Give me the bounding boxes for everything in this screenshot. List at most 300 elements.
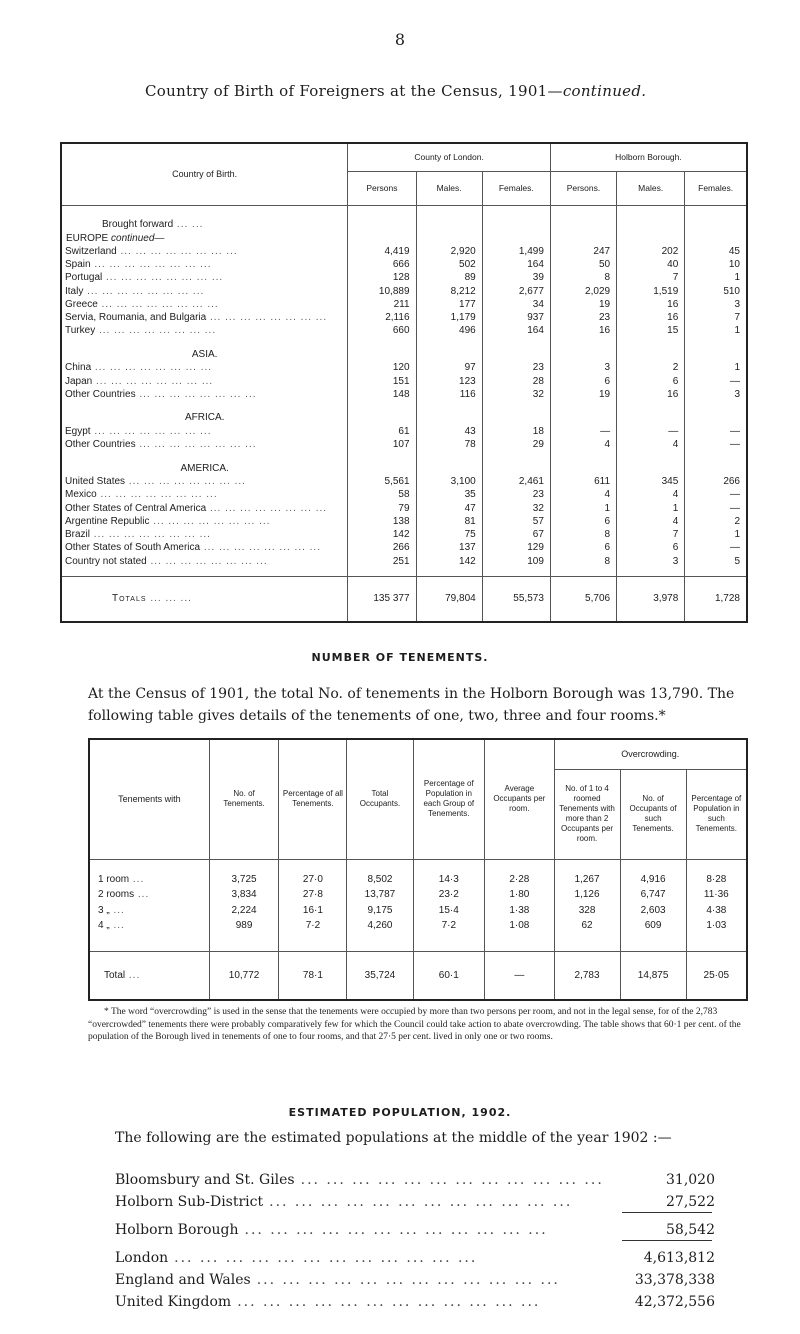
country-name [61,362,348,375]
col-header: Females. [685,171,747,205]
empty-cell [485,859,554,872]
oc-pct-header: Percentage of Population in such Tenements. [686,769,747,859]
empty-cell [482,452,550,476]
cell-value: 78 [416,439,482,452]
cell-value: 23 [550,312,616,325]
table-row [89,887,747,902]
cell-value: 109 [482,555,550,568]
total-value: 3,978 [617,577,685,623]
country-name [61,555,348,568]
africa-heading-label [61,402,348,426]
country-label: Argentine Republic [65,515,150,527]
cell-value: 2,116 [348,312,416,325]
oc-tenements-header: No. of 1 to 4 roomed Tenements with more than 2 Occupants per room. [554,769,620,859]
cell-value: 4 [617,515,685,528]
leader-dots: ... ... ... ... ... ... ... ... [146,555,268,567]
cell-value: 9,175 [347,903,413,918]
cell-value: 1·03 [686,918,747,933]
tenements-table-body [89,859,747,1000]
empty-cell [550,338,616,362]
cell-value: 6 [617,542,685,555]
population-value: 58,542 [666,1222,715,1238]
cell-value: 1 [550,502,616,515]
empty-cell [485,933,554,951]
country-of-birth-table [60,142,748,623]
col-header: Persons [348,171,416,205]
cell-value: 10,889 [348,285,416,298]
cell-value: 15 [617,325,685,338]
empty-cell [617,232,685,245]
table-row [61,529,747,542]
cell-value: 23 [482,489,550,502]
cell-value: 89 [416,272,482,285]
table-row [61,555,747,568]
cell-value: — [617,425,685,438]
leader-dots: ... ... ... ... ... ... ... ... [206,502,328,514]
cell-value: 202 [617,245,685,258]
country-name [61,325,348,338]
population-value: 42,372,556 [634,1294,715,1310]
asia-heading-label [61,338,348,362]
leader-dots: ... ... ... ... ... ... ... ... [90,259,212,271]
table-row [61,362,747,375]
cell-value: 666 [348,259,416,272]
leader-dots: ... ... ... ... ... ... ... ... [96,489,218,501]
cell-value: 120 [348,362,416,375]
empty-cell [347,859,413,872]
empty-cell [89,933,209,951]
country-name [61,542,348,555]
cell-value: 7·2 [279,918,347,933]
total-value: 135 377 [348,577,416,623]
cell-value: 3 [550,362,616,375]
total-value: 5,706 [550,577,616,623]
asia-heading-text: ASIA. [191,348,218,360]
title-text: Country of Birth of Foreigners at the Census, 1901— [145,82,563,100]
population-row [115,1294,715,1316]
brought-forward-row [61,219,747,232]
empty-cell [554,859,620,872]
empty-cell [550,452,616,476]
sum-rule [622,1212,712,1213]
africa-heading-text: AFRICA. [184,412,225,424]
empty-cell [348,338,416,362]
population-value: 4,613,812 [643,1250,715,1266]
total-label [89,951,209,1000]
row-label [89,918,209,933]
footnote: * The word “overcrowding” is used in the sense that the tenements were occupied by more than two persons per room, and not in the legal sense, for of the 2,783 “overcrowded” tenements there were probably comparatively few for which the Council could take action to abate overcrowding. The table shows that 60·1 per cent. of the population of the Borough lived in tenements of one to four rooms, and that 27·5 per cent. lived in only one or two rooms. [88,1007,741,1042]
cell-value: 6 [550,542,616,555]
avg-occupants-header: Average Occupants per room. [485,739,554,859]
empty-cell [617,205,685,219]
table-row [61,542,747,555]
cell-value: 1,499 [482,245,550,258]
cell-value: 6 [550,515,616,528]
cell-value: 8 [550,272,616,285]
cell-value: 34 [482,298,550,311]
cell-value: 1 [685,325,747,338]
total-label-text: Total [104,969,126,981]
cell-value: 3,725 [209,872,279,887]
empty-cell [61,205,348,219]
cell-value: 4 [550,489,616,502]
empty-cell [209,859,279,872]
table-row [61,515,747,528]
country-name [61,529,348,542]
cell-value: 116 [416,388,482,401]
row-label-text: 1 room [98,874,130,885]
country-label: Greece [65,298,98,310]
empty-cell [550,219,616,232]
empty-cell [89,859,209,872]
empty-cell [617,219,685,232]
spacer-row [89,933,747,951]
cell-value: — [685,542,747,555]
cell-value: 57 [482,515,550,528]
total-value: 1,728 [685,577,747,623]
country-name [61,259,348,272]
cell-value: 27·8 [279,887,347,902]
row-label-text: 3 „ [98,904,110,916]
cell-value: 1·08 [485,918,554,933]
cell-value: — [685,439,747,452]
country-label: Portugal [65,272,103,284]
total-value: — [485,951,554,1000]
empty-cell [685,452,747,476]
cell-value: 11·36 [686,887,747,902]
cell-value: 7 [617,272,685,285]
sum-rule [622,1240,712,1241]
cell-value: 4 [617,439,685,452]
cell-value: 2 [685,515,747,528]
total-value: 78·1 [279,951,347,1000]
table-row [61,439,747,452]
empty-cell [685,402,747,426]
empty-cell [550,232,616,245]
cell-value: — [685,375,747,388]
leader-dots: ... ... ... ... ... ... ... ... [90,529,211,541]
cell-value: 1·80 [485,887,554,902]
empty-cell [209,933,279,951]
country-label: Brazil [65,529,91,541]
cell-value: 47 [416,502,482,515]
empty-cell [416,452,482,476]
cell-value: 6 [550,375,616,388]
empty-cell [279,933,347,951]
cell-value: 148 [348,388,416,401]
cell-value: 23·2 [413,887,485,902]
country-name [61,439,348,452]
leader-dots: ... ... ... ... ... ... ... ... ... ... ... ... [300,1172,604,1188]
leader-dots: ... [125,969,141,981]
total-value: 25·05 [686,951,747,1000]
country-label: Other States of South America [65,542,201,554]
country-label: China [65,362,92,374]
empty-cell [416,402,482,426]
cell-value: 8 [550,555,616,568]
cell-value: 50 [550,259,616,272]
country-name [61,312,348,325]
total-value: 2,783 [554,951,620,1000]
cell-value: — [550,425,616,438]
leader-dots: ... [109,920,125,932]
population-value: 27,522 [666,1194,715,1210]
leader-dots: ... [129,874,145,885]
no-tenements-header: No. of Tenements. [209,739,279,859]
leader-dots: ... ... ... ... ... ... ... ... [95,325,217,337]
cell-value: 19 [550,298,616,311]
country-name [61,489,348,502]
cell-value: 328 [554,903,620,918]
table-row [61,272,747,285]
cell-value: 97 [416,362,482,375]
page-number: 8 [394,30,406,49]
leader-dots: ... ... ... ... ... ... ... ... [206,312,328,323]
country-name [61,515,348,528]
empty-cell [416,205,482,219]
empty-cell [416,219,482,232]
leader-dots: ... [109,904,125,916]
cell-value: 4,419 [348,245,416,258]
cell-value: 6,747 [620,887,686,902]
cell-value: 2 [617,362,685,375]
pct-all-header: Percentage of all Tenements. [279,739,347,859]
leader-dots: ... ... ... ... ... ... ... ... [83,285,205,297]
cell-value: 35 [416,489,482,502]
cell-value: 62 [554,918,620,933]
leader-dots: ... ... ... [146,592,192,604]
cell-value: 10 [685,259,747,272]
cell-value: 32 [482,502,550,515]
cell-value: 211 [348,298,416,311]
cell-value: 2,677 [482,285,550,298]
total-value: 55,573 [482,577,550,623]
table-row [61,312,747,325]
country-name [61,425,348,438]
cell-value: 81 [416,515,482,528]
country-col-header: Country of Birth. [61,143,348,205]
cell-value: 5 [685,555,747,568]
empty-cell [482,205,550,219]
cell-value: 7 [617,529,685,542]
cell-value: 2,224 [209,903,279,918]
population-intro: The following are the estimated populations at the middle of the year 1902 :— [115,1130,672,1146]
cell-value: 1 [685,529,747,542]
borough-group-header: Holborn Borough. [550,143,747,171]
country-label: Mexico [65,489,97,501]
row-label [89,872,209,887]
table-row [89,872,747,887]
country-name [61,272,348,285]
cell-value: 142 [348,529,416,542]
country-label: Japan [65,375,93,387]
cell-value: 496 [416,325,482,338]
country-name [61,285,348,298]
table-row [61,375,747,388]
cell-value: 4·38 [686,903,747,918]
cell-value: 3 [685,298,747,311]
cell-value: 29 [482,439,550,452]
table-row [61,489,747,502]
country-name [61,476,348,489]
cell-value: 1 [617,502,685,515]
col-header: Males. [416,171,482,205]
empty-cell [550,569,616,577]
empty-cell [617,402,685,426]
cell-value: 2,029 [550,285,616,298]
cell-value: 8,212 [416,285,482,298]
population-name: Holborn Borough [115,1222,239,1238]
empty-cell [348,452,416,476]
empty-cell [482,338,550,362]
leader-dots: ... ... ... ... ... ... ... ... [90,425,212,437]
country-name [61,502,348,515]
row-label-text: 2 rooms [98,889,135,901]
cell-value: 129 [482,542,550,555]
population-name: Bloomsbury and St. Giles [115,1172,295,1188]
row-label [89,903,209,918]
empty-cell [686,859,747,872]
cell-value: 164 [482,325,550,338]
leader-dots: ... ... ... ... ... ... ... ... ... ... ... ... [237,1294,541,1310]
europe-heading-text: EUROPE [66,232,109,244]
country-name [61,298,348,311]
cell-value: 937 [482,312,550,325]
leader-dots: ... ... ... ... ... ... ... ... [91,362,213,374]
cell-value: 61 [348,425,416,438]
country-label: United States [65,476,126,488]
cell-value: 79 [348,502,416,515]
cell-value: 4,916 [620,872,686,887]
totals-label [61,577,348,623]
cell-value: 3,834 [209,887,279,902]
empty-cell [348,232,416,245]
empty-cell [686,933,747,951]
pct-pop-header: Percentage of Population in each Group of Tenements. [413,739,485,859]
cell-value: 13,787 [347,887,413,902]
col-header: Persons. [550,171,616,205]
table-row [89,918,747,933]
total-occupants-header: Total Occupants. [347,739,413,859]
leader-dots: ... ... ... ... ... ... ... ... [135,439,257,451]
cell-value: 7·2 [413,918,485,933]
cell-value: 128 [348,272,416,285]
oc-occupants-header: No. of Occupants of such Tenements. [620,769,686,859]
cell-value: 1 [685,362,747,375]
cell-value: 5,561 [348,476,416,489]
population-row [115,1272,715,1294]
col-header: Females. [482,171,550,205]
country-label: Other States of Central America [65,502,207,514]
empty-cell [413,859,485,872]
country-name [61,375,348,388]
cell-value: 107 [348,439,416,452]
tenements-with-header: Tenements with [89,739,209,859]
total-row [89,951,747,1000]
table-row [61,325,747,338]
country-label: Spain [65,259,91,271]
cell-value: 660 [348,325,416,338]
spacer-row [61,569,747,577]
total-value: 14,875 [620,951,686,1000]
tenements-table [88,738,748,1001]
cell-value: 40 [617,259,685,272]
country-label: Switzerland [65,245,117,257]
empty-cell [685,569,747,577]
cell-value: 177 [416,298,482,311]
empty-cell [685,205,747,219]
cell-value: 123 [416,375,482,388]
empty-cell [617,569,685,577]
cell-value: 67 [482,529,550,542]
empty-cell [482,402,550,426]
leader-dots: ... ... [173,219,204,231]
cell-value: 151 [348,375,416,388]
totals-row [61,577,747,623]
empty-cell [550,205,616,219]
europe-heading-continued: continued— [108,232,165,244]
empty-cell [620,933,686,951]
population-heading: ESTIMATED POPULATION, 1902. [288,1106,512,1119]
total-value: 35,724 [347,951,413,1000]
tenements-heading: NUMBER OF TENEMENTS. [311,651,489,664]
cell-value: 164 [482,259,550,272]
cell-value: 19 [550,388,616,401]
country-label: Other Countries [65,388,136,400]
empty-cell [617,452,685,476]
cell-value: 2,461 [482,476,550,489]
cell-value: 7 [685,312,747,325]
empty-cell [348,219,416,232]
leader-dots: ... ... ... ... ... ... ... ... [102,272,224,284]
cell-value: 23 [482,362,550,375]
country-name [61,388,348,401]
cell-value: 611 [550,476,616,489]
leader-dots: ... [134,889,150,901]
brought-forward-label [61,219,348,232]
cell-value: 45 [685,245,747,258]
cell-value: 16·1 [279,903,347,918]
cell-value: 16 [550,325,616,338]
cell-value: 2,920 [416,245,482,258]
cell-value: 16 [617,298,685,311]
europe-heading [61,232,747,245]
empty-cell [685,338,747,362]
cell-value: 27·0 [279,872,347,887]
empty-cell [348,402,416,426]
title-continued: continued. [562,82,647,100]
cell-value: 8 [550,529,616,542]
cell-value: — [685,489,747,502]
empty-cell [348,569,416,577]
cell-value: 1,519 [617,285,685,298]
cell-value: — [685,502,747,515]
cell-value: 1 [685,272,747,285]
cell-value: 4 [617,489,685,502]
empty-cell [348,205,416,219]
empty-cell [416,569,482,577]
cell-value: 1,126 [554,887,620,902]
cell-value: 32 [482,388,550,401]
asia-heading [61,338,747,362]
leader-dots: ... ... ... ... ... ... ... ... ... ... ... ... [269,1194,573,1210]
cell-value: — [685,425,747,438]
cell-value: 1,179 [416,312,482,325]
cell-value: 1·38 [485,903,554,918]
leader-dots: ... ... ... ... ... ... ... ... ... ... ... ... [256,1272,560,1288]
cell-value: 4,260 [347,918,413,933]
table-row [61,425,747,438]
